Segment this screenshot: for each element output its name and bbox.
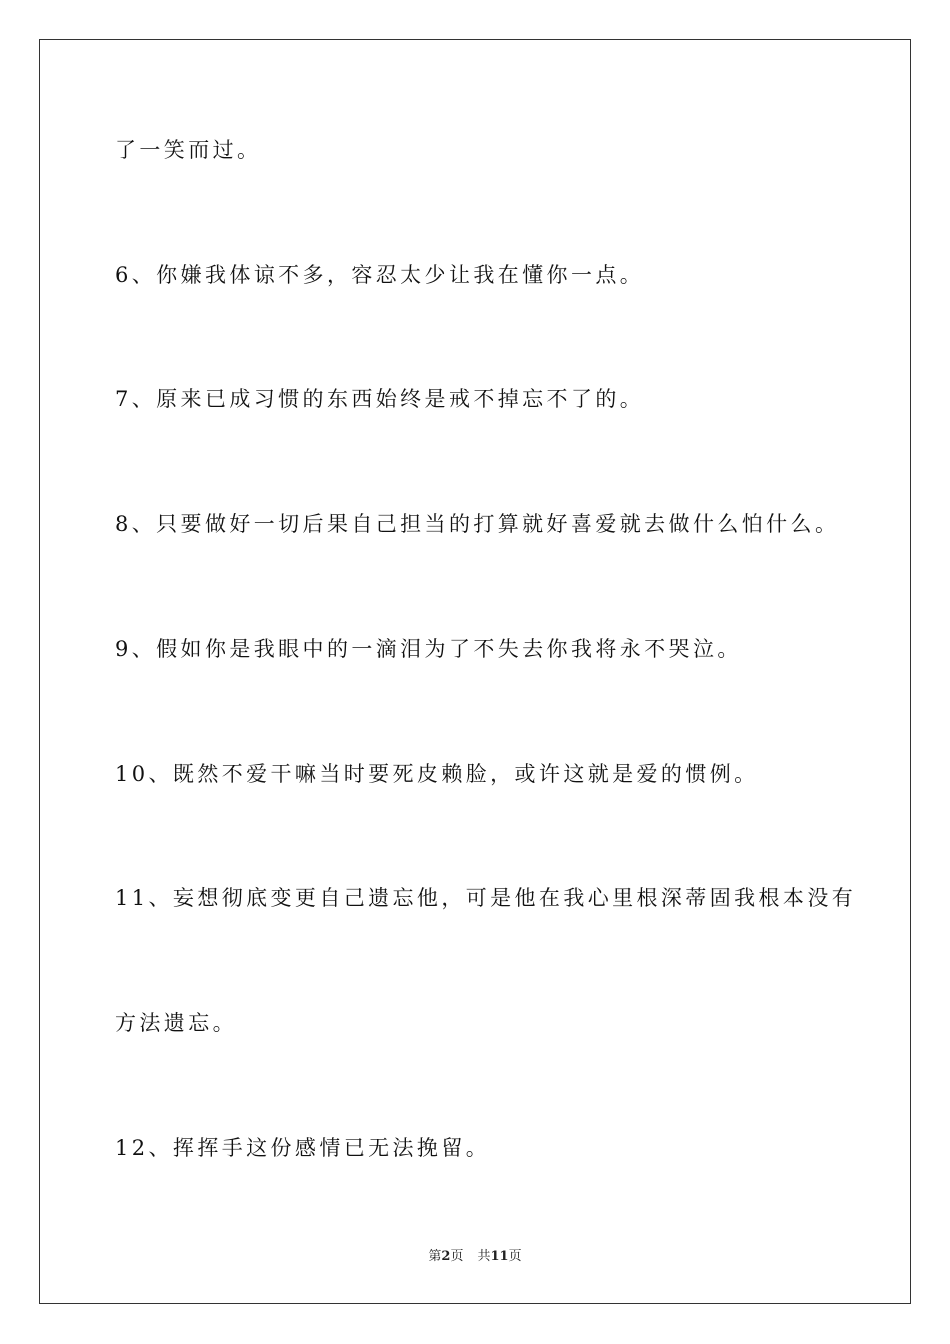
text-line: 方法遗忘。: [115, 1011, 237, 1035]
text-line: 6、你嫌我体谅不多，容忍太少让我在懂你一点。: [115, 263, 645, 287]
page-prefix: 第: [428, 1249, 442, 1264]
text-line: 10、既然不爱干嘛当时要死皮赖脸，或许这就是爱的惯例。: [115, 762, 759, 786]
page-unit: 页: [450, 1249, 464, 1264]
total-prefix: 共: [477, 1249, 491, 1264]
current-page-number: 2: [441, 1249, 451, 1264]
text-line: 9、假如你是我眼中的一滴泪为了不失去你我将永不哭泣。: [115, 637, 742, 661]
text-line: 7、原来已成习惯的东西始终是戒不掉忘不了的。: [115, 387, 645, 411]
page-border: [39, 39, 911, 1304]
text-line: 了一笑而过。: [115, 138, 262, 162]
total-unit: 页: [508, 1249, 522, 1264]
text-line: 12、挥挥手这份感情已无法挽留。: [115, 1136, 491, 1160]
total-page-number: 11: [490, 1249, 509, 1264]
text-line: 8、只要做好一切后果自己担当的打算就好喜爱就去做什么怕什么。: [115, 512, 840, 536]
text-line: 11、妄想彻底变更自己遗忘他，可是他在我心里根深蒂固我根本没有: [115, 886, 857, 910]
page-footer: [0, 1248, 950, 1266]
